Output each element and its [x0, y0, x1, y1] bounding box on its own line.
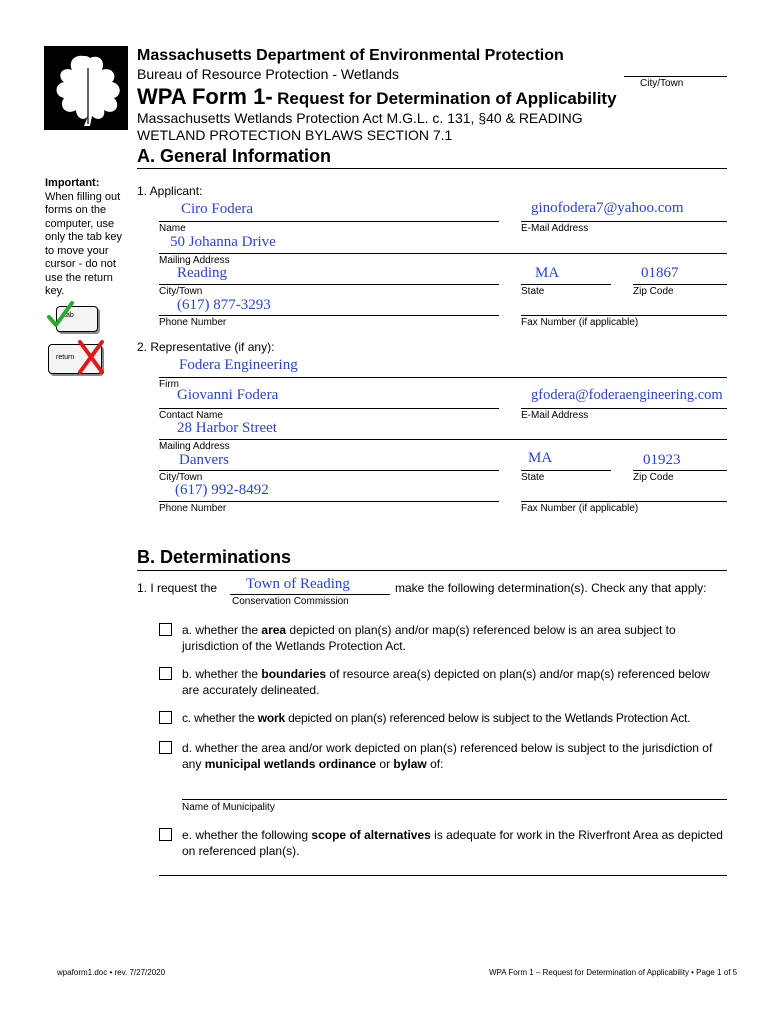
- statute-text: Massachusetts Wetlands Protection Act M.G.L. c. 131, §40 & READING: [137, 110, 583, 126]
- footer-left: wpaform1.doc • rev. 7/27/2020: [57, 968, 166, 977]
- section-b-title: B. Determinations: [137, 547, 292, 567]
- rep-state[interactable]: MA: [528, 450, 553, 466]
- option-b-pre: b. whether the: [182, 667, 262, 681]
- applicant-address-label: Mailing Address: [159, 255, 230, 266]
- option-a-text: [182, 622, 727, 654]
- request-suffix: make the following determination(s). Check any that apply:: [395, 581, 707, 595]
- important-note: [45, 177, 129, 299]
- rep-fax-line: [521, 501, 727, 502]
- agency-name: Massachusetts Department of Environmental Protection: [137, 47, 564, 64]
- option-a-pre: a. whether the: [182, 623, 262, 637]
- tab-key-graphic: [46, 300, 100, 334]
- option-b-post: of resource area(s) depicted on plan(s) and/or map(s) referenced below are accurately delineated.: [182, 667, 710, 697]
- rep-address[interactable]: 28 Harbor Street: [177, 420, 277, 436]
- applicant-city-label: City/Town: [159, 286, 203, 297]
- commission-line: [230, 594, 390, 595]
- applicant-phone[interactable]: (617) 877-3293: [177, 297, 271, 313]
- rep-address-line: [159, 439, 727, 440]
- option-c-bold: work: [257, 711, 285, 725]
- bureau-name: Bureau of Resource Protection - Wetlands: [137, 66, 399, 82]
- applicant-address[interactable]: 50 Johanna Drive: [170, 234, 276, 250]
- option-e-post: is adequate for work in the Riverfront Area as depicted on referenced plan(s).: [182, 828, 723, 858]
- checkbox-boundaries[interactable]: [159, 667, 172, 680]
- rep-phone-label: Phone Number: [159, 503, 227, 514]
- rep-city-line: [159, 470, 499, 471]
- applicant-email-label: E-Mail Address: [521, 223, 589, 234]
- applicant-label: 1. Applicant:: [137, 184, 203, 198]
- x-mark-icon: [76, 338, 106, 376]
- tab-key-label: tab: [64, 312, 74, 319]
- rep-firm-label: Firm: [159, 379, 179, 390]
- oak-leaf-icon: [44, 46, 128, 130]
- section-b-rule: [137, 570, 727, 571]
- bylaw-text: WETLAND PROTECTION BYLAWS SECTION 7.1: [137, 127, 453, 143]
- important-text: When filling out forms on the computer, use only the tab key to move your cursor - do not use the return key.: [45, 190, 123, 297]
- option-a-post: depicted on plan(s) and/or map(s) referenced below is an area subject to jurisdiction of the Wetlands Protection Act.: [182, 623, 676, 653]
- rep-city[interactable]: Danvers: [179, 452, 229, 468]
- section-a-rule: [137, 168, 727, 169]
- dep-logo: [44, 46, 128, 130]
- municipality-line: [182, 799, 727, 800]
- commission-label: Conservation Commission: [232, 596, 349, 607]
- option-d-bold2: bylaw: [393, 757, 427, 771]
- rep-state-line: [521, 470, 611, 471]
- header-city-label: City/Town: [640, 78, 684, 89]
- applicant-name[interactable]: Ciro Fodera: [181, 201, 254, 217]
- rep-firm[interactable]: Fodera Engineering: [179, 357, 298, 373]
- representative-label: 2. Representative (if any):: [137, 340, 275, 354]
- option-e-pre: e. whether the following: [182, 828, 312, 842]
- rep-zip-line: [633, 470, 727, 471]
- rep-city-label: City/Town: [159, 472, 203, 483]
- checkbox-area[interactable]: [159, 623, 172, 636]
- option-d-mid: or: [376, 757, 394, 771]
- applicant-phone-line: [159, 315, 499, 316]
- option-d-pre: d. whether the area and/or work depicted on plan(s) referenced below is subject to the jurisdiction of any: [182, 741, 713, 771]
- rep-contact-label: Contact Name: [159, 410, 223, 421]
- applicant-email[interactable]: ginofodera7@yahoo.com: [531, 200, 684, 216]
- option-b-bold: boundaries: [261, 667, 327, 681]
- option-a-bold: area: [261, 623, 287, 637]
- option-d-bold1: municipal wetlands ordinance: [204, 757, 377, 771]
- option-e-text: [182, 827, 727, 859]
- checkbox-work[interactable]: [159, 711, 172, 724]
- checkbox-scope-alternatives[interactable]: [159, 828, 172, 841]
- header-city-line: [624, 76, 727, 77]
- applicant-fax-line: [521, 315, 727, 316]
- form-number: WPA Form 1-: [137, 84, 273, 109]
- option-c-post: depicted on plan(s) referenced below is subject to the Wetlands Protection Act.: [284, 711, 691, 725]
- rep-address-label: Mailing Address: [159, 441, 230, 452]
- rep-email-line: [521, 408, 727, 409]
- rep-contact[interactable]: Giovanni Fodera: [177, 387, 279, 403]
- form-title: [137, 84, 617, 110]
- important-title: Important:: [45, 177, 100, 189]
- applicant-state[interactable]: MA: [535, 265, 560, 281]
- return-key-graphic: [46, 338, 108, 378]
- applicant-city-line: [159, 284, 499, 285]
- option-e-line: [159, 875, 727, 876]
- applicant-zip-line: [633, 284, 727, 285]
- rep-zip[interactable]: 01923: [643, 452, 681, 468]
- municipality-label: Name of Municipality: [182, 802, 275, 813]
- option-b-text: [182, 666, 727, 698]
- option-c-pre: c. whether the: [182, 711, 258, 725]
- rep-fax-label: Fax Number (if applicable): [521, 503, 639, 514]
- rep-contact-line: [159, 408, 499, 409]
- applicant-name-label: Name: [159, 223, 186, 234]
- applicant-zip-label: Zip Code: [633, 286, 674, 297]
- applicant-address-line: [159, 253, 727, 254]
- applicant-fax-label: Fax Number (if applicable): [521, 317, 639, 328]
- applicant-zip[interactable]: 01867: [641, 265, 679, 281]
- applicant-state-label: State: [521, 286, 545, 297]
- applicant-city[interactable]: Reading: [177, 265, 227, 281]
- option-d-text: [182, 740, 727, 772]
- rep-phone[interactable]: (617) 992-8492: [175, 482, 269, 498]
- applicant-email-line: [521, 221, 727, 222]
- rep-email[interactable]: gfodera@foderaengineering.com: [531, 387, 723, 403]
- checkbox-municipal-bylaw[interactable]: [159, 741, 172, 754]
- applicant-phone-label: Phone Number: [159, 317, 227, 328]
- footer-right: WPA Form 1 – Request for Determination of Applicability • Page 1 of 5: [489, 968, 738, 977]
- rep-email-label: E-Mail Address: [521, 410, 589, 421]
- form-title-text: Request for Determination of Applicability: [277, 89, 617, 108]
- option-e-bold: scope of alternatives: [311, 828, 431, 842]
- option-d-post: of:: [426, 757, 444, 771]
- return-key-label: return: [56, 354, 75, 361]
- rep-zip-label: Zip Code: [633, 472, 674, 483]
- rep-state-label: State: [521, 472, 545, 483]
- rep-phone-line: [159, 501, 499, 502]
- rep-firm-line: [159, 377, 727, 378]
- checkmark-icon: [46, 300, 76, 330]
- option-c-text: [182, 710, 742, 726]
- commission-name[interactable]: Town of Reading: [246, 576, 350, 592]
- request-prefix: 1. I request the: [137, 581, 218, 595]
- applicant-name-line: [159, 221, 499, 222]
- section-a-title: A. General Information: [137, 146, 332, 166]
- applicant-state-line: [521, 284, 611, 285]
